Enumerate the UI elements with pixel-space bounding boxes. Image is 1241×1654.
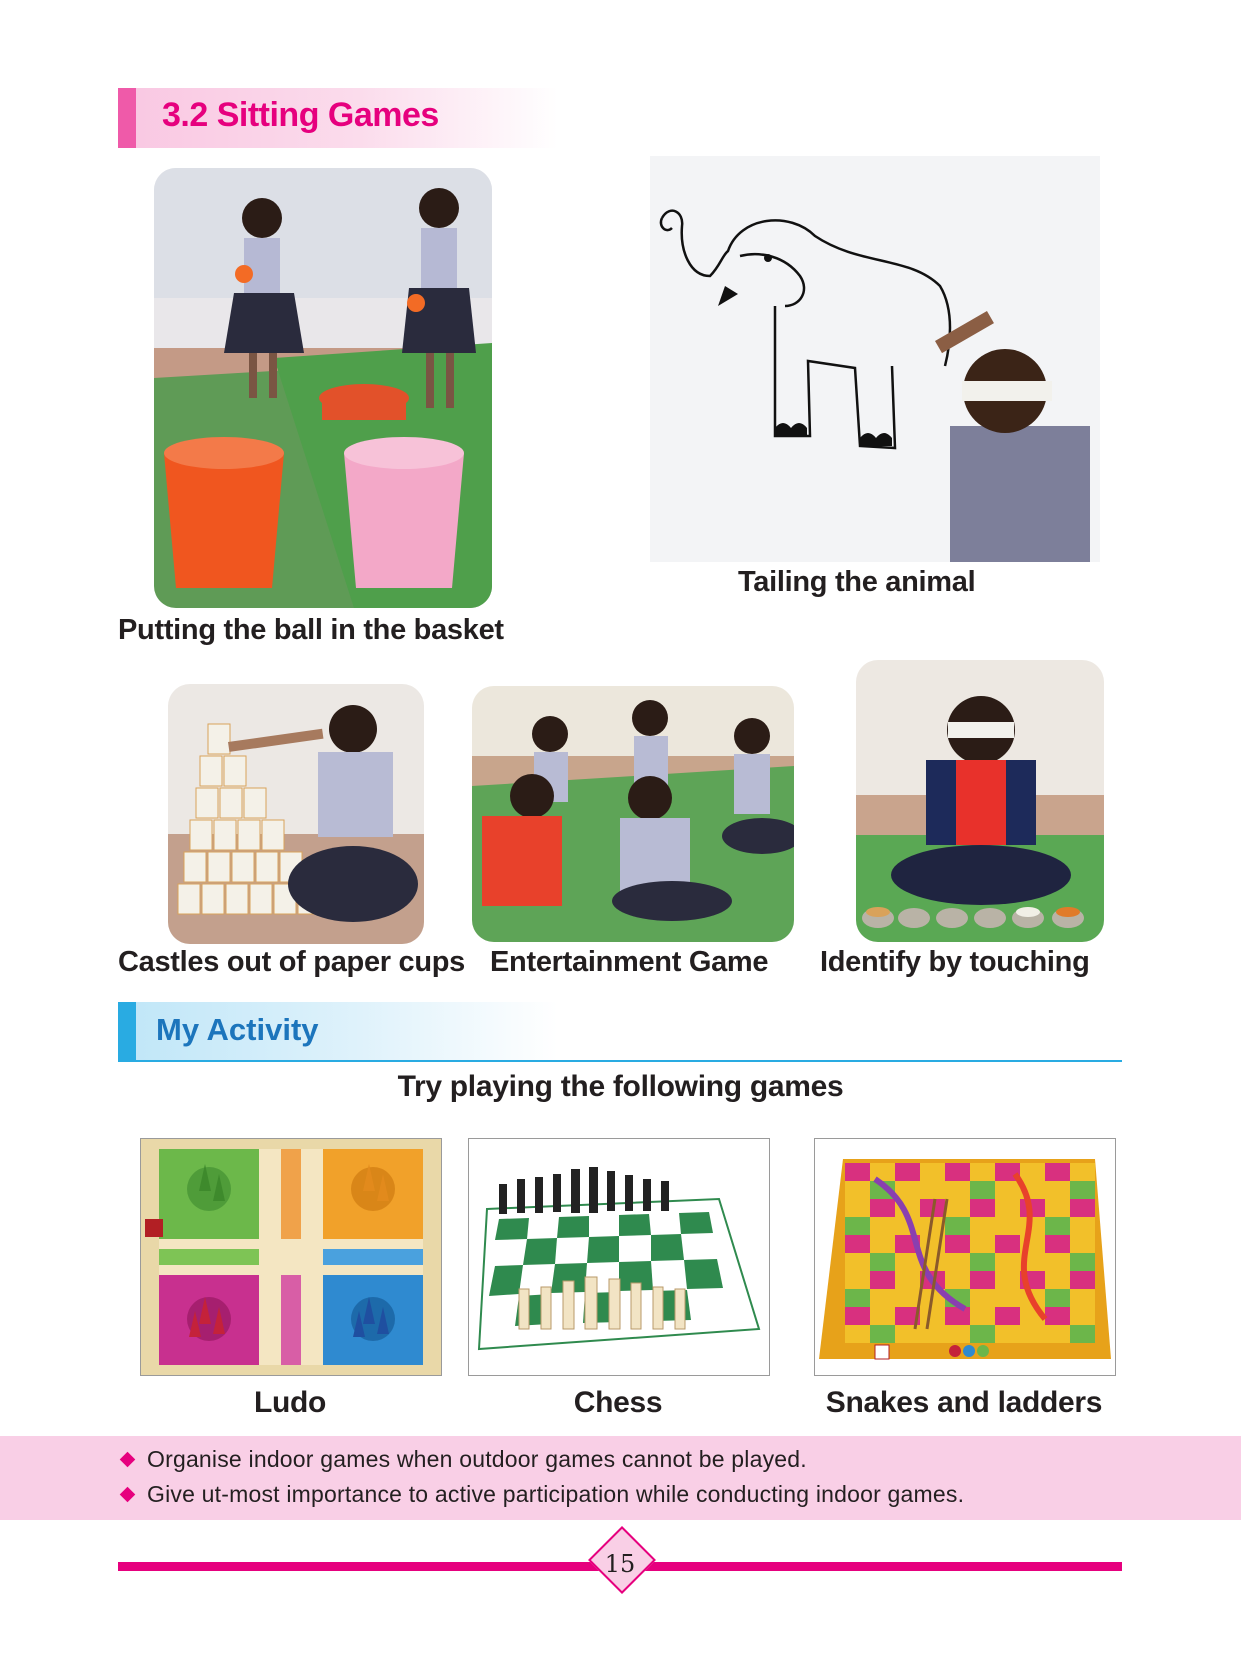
bullet-diamond-icon — [120, 1487, 136, 1503]
game-image-ludo — [140, 1138, 442, 1376]
note-text: Give ut-most importance to active participation while conducting indoor games. — [147, 1481, 965, 1507]
photo-caption: Tailing the animal — [738, 566, 976, 598]
section-header-bar — [118, 88, 136, 148]
photo-paper-cups — [168, 684, 424, 944]
page-number: 15 — [604, 1550, 636, 1578]
photo-identify-touching — [856, 660, 1104, 942]
bullet-diamond-icon — [120, 1452, 136, 1468]
section-title: 3.2 Sitting Games — [162, 96, 439, 134]
photo-tailing-animal — [650, 156, 1100, 562]
game-image-snakes-ladders — [814, 1138, 1116, 1376]
photo-caption: Castles out of paper cups — [118, 946, 466, 978]
game-caption: Chess — [573, 1386, 663, 1419]
game-caption: Ludo — [253, 1386, 327, 1419]
activity-header — [118, 1002, 558, 1060]
notes-band — [0, 1436, 1241, 1520]
game-image-chess — [468, 1138, 770, 1376]
game-caption: Snakes and ladders — [825, 1386, 1103, 1419]
photo-caption: Identify by touching — [820, 946, 1090, 978]
activity-header-bar — [118, 1002, 136, 1060]
activity-prompt: Try playing the following games — [397, 1070, 844, 1103]
section-header — [118, 88, 558, 148]
photo-ball-basket — [154, 168, 492, 608]
note-text: Organise indoor games when outdoor games cannot be played. — [147, 1446, 807, 1472]
note-item — [122, 1481, 964, 1508]
activity-divider — [118, 1060, 1122, 1062]
note-item — [122, 1446, 807, 1473]
photo-entertainment-game — [472, 686, 794, 942]
photo-caption: Putting the ball in the basket — [118, 614, 504, 646]
photo-caption: Entertainment Game — [490, 946, 769, 978]
activity-title: My Activity — [156, 1012, 319, 1047]
